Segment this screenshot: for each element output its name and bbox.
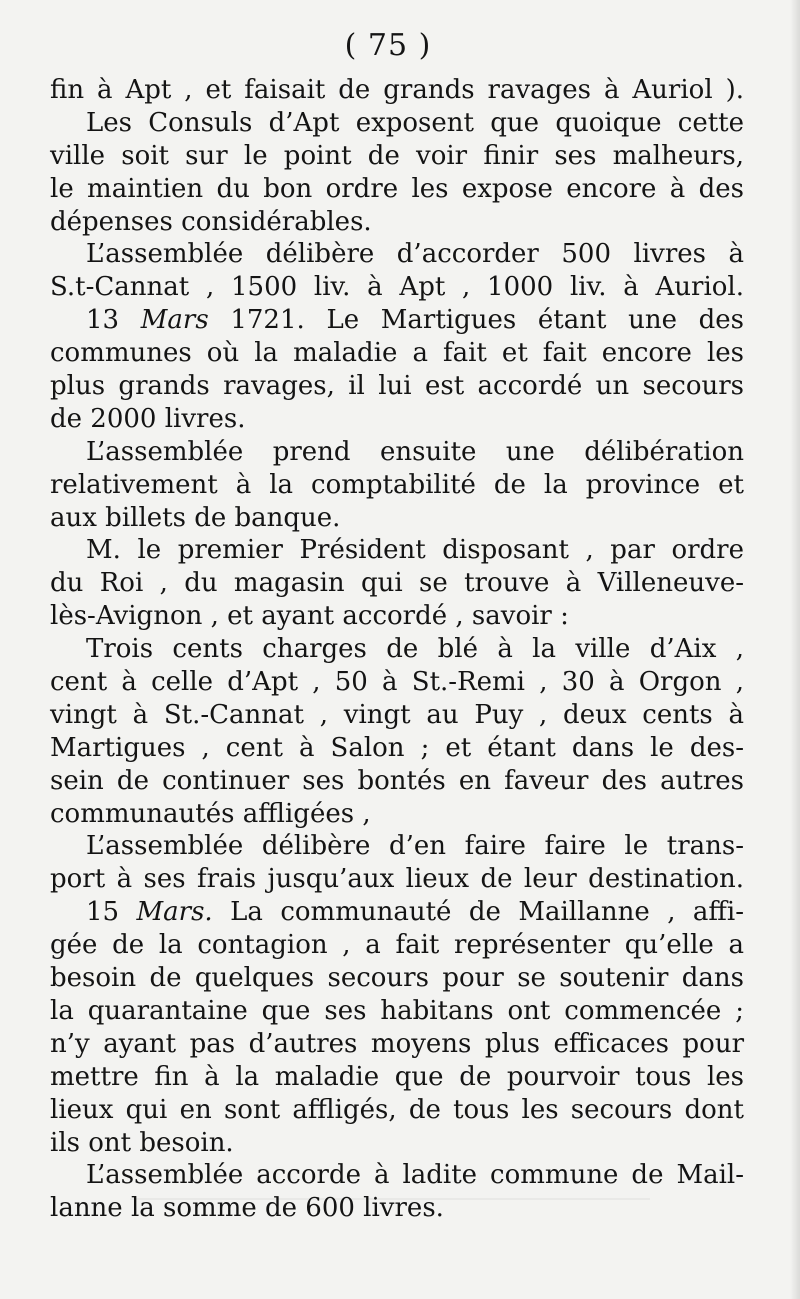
text-line: [50, 1094, 744, 1127]
text-segment: plus grands ravages, il lui est accordé un secours: [50, 371, 744, 402]
text-segment: mettre fin à la maladie que de pourvoir tous les: [50, 1061, 744, 1092]
page-number: ( 75 ): [344, 28, 432, 63]
text-segment: dépenses considérables.: [50, 206, 372, 237]
text-line: [50, 304, 744, 337]
text-segment: communautés affligées ,: [50, 798, 371, 829]
text-line: [50, 436, 744, 469]
text-line: [50, 1159, 744, 1192]
text-line: [50, 534, 744, 567]
text-line: [50, 206, 744, 239]
text-segment: communes où la maladie a fait et fait encore les: [50, 338, 744, 369]
text-line: [50, 370, 744, 403]
text-line: [50, 732, 744, 765]
text-line: [50, 567, 744, 600]
text-line: [50, 863, 744, 896]
text-line: [50, 600, 744, 633]
text-line: [50, 798, 744, 831]
text-segment: aux billets de banque.: [50, 502, 341, 533]
text-line: [50, 271, 744, 304]
text-segment: ils ont besoin.: [50, 1127, 234, 1158]
text-segment: Les Consuls d’Apt exposent que quoique cette: [86, 107, 744, 138]
text-line: [50, 173, 744, 206]
text-line: [50, 74, 744, 107]
text-segment: vingt à St.-Cannat , vingt au Puy , deux cents à: [50, 699, 744, 730]
text-segment: lanne la somme de 600 livres.: [50, 1193, 444, 1224]
text-segment: L’assemblée délibère d’accorder 500 livres à: [86, 239, 744, 270]
text-line: [50, 929, 744, 962]
text-line: [50, 1127, 744, 1160]
text-segment: lieux qui en sont affligés, de tous les secours dont: [50, 1094, 744, 1125]
text-segment: gée de la contagion , a fait représenter qu’elle a: [50, 930, 744, 961]
text-line: [50, 995, 744, 1028]
text-line: [50, 896, 744, 929]
text-line: [50, 502, 744, 535]
text-segment: cent à celle d’Apt , 50 à St.-Remi , 30 à Orgon ,: [50, 667, 744, 698]
text-line: [50, 1028, 744, 1061]
text-segment: 1721. Le Martigues étant une des: [208, 305, 744, 336]
text-line: [50, 140, 744, 173]
text-segment: le maintien du bon ordre les expose encore à des: [50, 173, 744, 204]
text-line: [50, 699, 744, 732]
text-segment: relativement à la comptabilité de la province et: [50, 469, 744, 500]
text-segment: n’y ayant pas d’autres moyens plus efficaces pour: [50, 1028, 744, 1059]
text-segment: M. le premier Président disposant , par ordre: [86, 535, 744, 566]
text-segment: besoin de quelques secours pour se soutenir dans: [50, 963, 744, 994]
text-segment: 15: [86, 897, 137, 928]
text-segment: sein de continuer ses bontés en faveur des autres: [50, 765, 744, 796]
text-segment: fin à Apt , et faisait de grands ravages à Auriol ).: [50, 75, 744, 105]
italic-date: Mars.: [136, 897, 213, 928]
text-segment: port à ses frais jusqu’aux lieux de leur destination.: [50, 864, 744, 895]
text-line: [50, 469, 744, 502]
text-segment: ville soit sur le point de voir finir ses malheurs,: [50, 140, 744, 171]
text-line: [50, 403, 744, 436]
text-segment: 13: [86, 305, 141, 336]
text-segment: L’assemblée accorde à ladite commune de Mail-: [86, 1160, 744, 1191]
text-line: [50, 1061, 744, 1094]
text-line: [50, 107, 744, 140]
text-line: [50, 830, 744, 863]
page-edge-shadow: [790, 0, 800, 1299]
body-text: [50, 74, 744, 1225]
text-line: [50, 238, 744, 271]
italic-date: Mars: [140, 305, 209, 336]
bleed-through-mark: [130, 1198, 650, 1200]
text-segment: du Roi , du magasin qui se trouve à Villeneuve-: [50, 568, 744, 599]
text-segment: lès-Avignon , et ayant accordé , savoir :: [50, 601, 569, 632]
text-line: [50, 666, 744, 699]
text-segment: La communauté de Maillanne , affi-: [212, 897, 744, 928]
text-segment: la quarantaine que ses habitans ont commencée ;: [50, 995, 744, 1026]
text-segment: L’assemblée prend ensuite une délibération: [86, 436, 744, 467]
text-line: [50, 337, 744, 370]
text-segment: de 2000 livres.: [50, 403, 246, 434]
text-line: [50, 633, 744, 666]
text-line: [50, 962, 744, 995]
text-segment: L’assemblée délibère d’en faire faire le trans-: [86, 831, 744, 862]
text-segment: Martigues , cent à Salon ; et étant dans le des-: [50, 732, 744, 763]
text-segment: S.t-Cannat , 1500 liv. à Apt , 1000 liv. à Auriol.: [50, 272, 744, 303]
text-line: [50, 765, 744, 798]
text-segment: Trois cents charges de blé à la ville d’Aix ,: [86, 634, 744, 665]
